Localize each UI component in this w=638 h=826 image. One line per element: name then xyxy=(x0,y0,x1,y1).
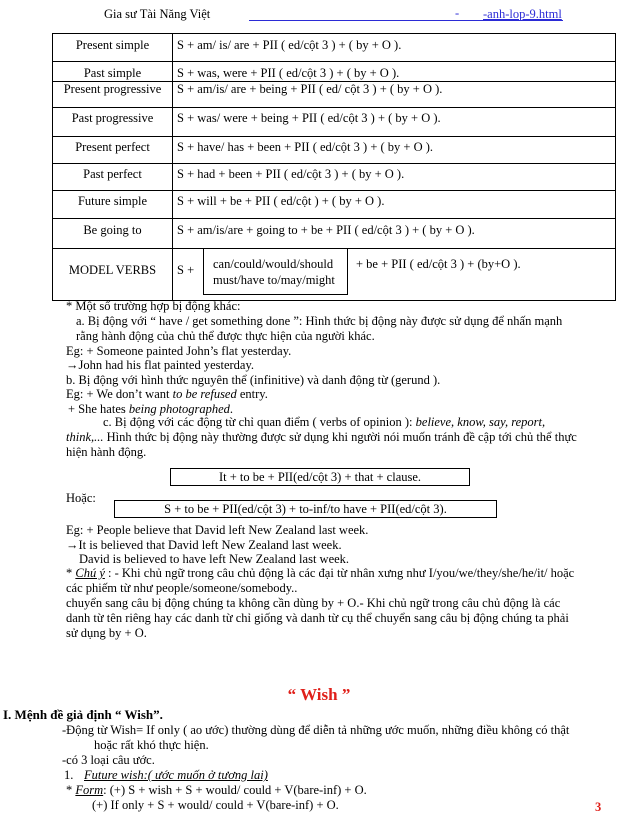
wish-form-line1 xyxy=(66,783,367,798)
wish-def-line2: hoặc rất khó thực hiện. xyxy=(94,738,209,752)
other-cases-heading: * Một số trường hợp bị động khác: xyxy=(66,299,241,313)
tense-name: Be going to xyxy=(53,219,173,249)
example-4-result-1 xyxy=(66,538,342,553)
wish-item-1: Future wish:( ước muốn ở tương lai) xyxy=(84,768,268,782)
wish-form-a: * xyxy=(66,783,76,797)
tense-formula: S + had + been + PII ( ed/cột 3 ) + ( by + O ). xyxy=(173,164,616,191)
tense-formula: S + am/is/are + going to + be + PII ( ed/cột 3 ) + ( by + O ). xyxy=(173,219,616,249)
case-c-line1-b: believe, know, say, report, xyxy=(415,415,546,429)
tense-formula: S + am/ is/ are + PII ( ed/cột 3 ) + ( by + O ). xyxy=(173,34,616,62)
tense-name: Past simple xyxy=(53,62,173,82)
table-row xyxy=(53,108,616,137)
example-1: Eg: + Someone painted John’s flat yesterday. xyxy=(66,344,292,358)
tense-name: Future simple xyxy=(53,191,173,219)
tense-name: Present perfect xyxy=(53,137,173,164)
note-line5: sử dụng by + O. xyxy=(66,626,147,640)
example-3-a: + She hates xyxy=(68,402,129,416)
wish-def-line1: -Động từ Wish= If only ( ao ước) thường dùng để diễn tả những ước muốn, những điều không có thật xyxy=(62,723,570,737)
case-b-line: b. Bị động với hình thức nguyên thể (infinitive) và danh động từ (gerund ). xyxy=(66,373,441,387)
tense-formula: S + am/is/ are + being + PII ( ed/ cột 3 ) + ( by + O ). xyxy=(173,82,616,108)
note-a: * xyxy=(66,566,76,580)
wish-section-heading: I. Mệnh đề giả định “ Wish”. xyxy=(3,707,163,722)
wish-item-1-num: 1. xyxy=(64,768,74,782)
tense-name: MODEL VERBS xyxy=(53,249,173,301)
case-a-line2: rằng hành động của chủ thể được thực hiện của người khác. xyxy=(76,329,375,343)
table-row xyxy=(53,34,616,62)
tense-formula: S + was/ were + being + PII ( ed/cột 3 ) + ( by + O ). xyxy=(173,108,616,137)
arrow-icon: → xyxy=(66,538,79,552)
formula-box-1: It + to be + PII(ed/cột 3) + that + clause. xyxy=(170,468,470,486)
example-1-result-text: John had his flat painted yesterday. xyxy=(78,358,255,372)
model-verbs-modals-2: must/have to/may/might xyxy=(213,273,335,287)
example-2 xyxy=(66,387,268,402)
example-4: Eg: + People believe that David left New Zealand last week. xyxy=(66,523,369,537)
case-c-line2-a: think,... xyxy=(66,430,104,444)
model-verbs-rest: + be + PII ( ed/cột 3 ) + (by+O ). xyxy=(356,257,521,271)
tense-name: Present simple xyxy=(53,34,173,62)
table-row xyxy=(53,164,616,191)
page-number: 3 xyxy=(595,800,602,814)
model-verbs-subject: S + xyxy=(177,263,195,277)
table-row xyxy=(53,219,616,249)
tense-name: Past progressive xyxy=(53,108,173,137)
hoac-label: Hoặc: xyxy=(66,491,96,505)
case-a-line1: a. Bị động với “ have / get something done ”: Hình thức bị động này được sử dụng để nhấn mạnh xyxy=(76,314,563,328)
note-line2: các phiếm từ như people/someone/somebody.. xyxy=(66,581,298,595)
example-3-b: being photographed xyxy=(128,402,230,416)
note-b: Chú ý xyxy=(75,566,105,580)
case-c-line2 xyxy=(66,430,577,445)
tense-name: Past perfect xyxy=(53,164,173,191)
wish-form-c: : (+) S + wish + S + would/ could + V(bare-inf) + O. xyxy=(103,783,367,797)
tense-name: Present progressive xyxy=(53,82,173,108)
note-line3: chuyển sang câu bị động chúng ta không cần dùng by + O.- Khi chủ ngữ trong câu chủ động là các xyxy=(66,596,561,610)
model-verbs-modals-1: can/could/would/should xyxy=(213,257,334,271)
case-c-line1 xyxy=(103,415,545,430)
example-3-c: . xyxy=(229,402,234,416)
header-link[interactable]: -anh-lop-9.html xyxy=(483,7,562,21)
case-c-line3: hiện hành động. xyxy=(66,445,147,459)
header-site-name: Gia sư Tài Năng Việt xyxy=(104,7,211,21)
arrow-icon: → xyxy=(66,358,79,372)
header-dash: - xyxy=(455,6,460,20)
table-row xyxy=(53,191,616,219)
wish-title: “ Wish ” xyxy=(287,685,351,704)
table-row xyxy=(53,137,616,164)
example-2-a: Eg: + We don’t want xyxy=(66,387,173,401)
wish-form-line2: (+) If only + S + would/ could + V(bare-inf) + O. xyxy=(92,798,339,812)
example-2-b: to be refused xyxy=(172,387,237,401)
example-4-result-1-text: It is believed that David left New Zealand last week. xyxy=(78,538,342,552)
example-1-result xyxy=(66,358,254,373)
case-c-line2-b: Hình thức bị động này thường được sử dụng khi người nói muốn tránh đề cập tới chủ thể thực xyxy=(103,430,577,444)
tense-formula: S + have/ has + been + PII ( ed/cột 3 ) + ( by + O ). xyxy=(173,137,616,164)
wish-form-b: Form xyxy=(75,783,104,797)
table-row xyxy=(53,82,616,108)
tense-formula: S + will + be + PII ( ed/cột ) + ( by + O ). xyxy=(173,191,616,219)
example-2-c: entry. xyxy=(236,387,268,401)
modal-verbs-box xyxy=(203,248,348,295)
table-row xyxy=(53,62,616,82)
tense-formula: S + was, were + PII ( ed/cột 3 ) + ( by + O ). xyxy=(173,62,616,82)
note-c: : - Khi chủ ngữ trong câu chủ động là các đại từ nhân xưng như I/you/we/they/she/he/it/ hoặc xyxy=(104,566,575,580)
case-c-line1-a: c. Bị động với các động từ chỉ quan điểm ( verbs of opinion ): xyxy=(103,415,416,429)
example-4-result-2: David is believed to have left New Zealand last week. xyxy=(79,552,350,566)
wish-types: -có 3 loại câu ước. xyxy=(62,753,155,767)
note-line4: danh từ tên riêng hay các danh từ chỉ giống và danh từ cụ thể chuyển sang câu bị động chúng ta phải xyxy=(66,611,569,625)
formula-box-2: S + to be + PII(ed/cột 3) + to-inf/to have + PII(ed/cột 3). xyxy=(114,500,497,518)
note-line1 xyxy=(66,566,574,581)
